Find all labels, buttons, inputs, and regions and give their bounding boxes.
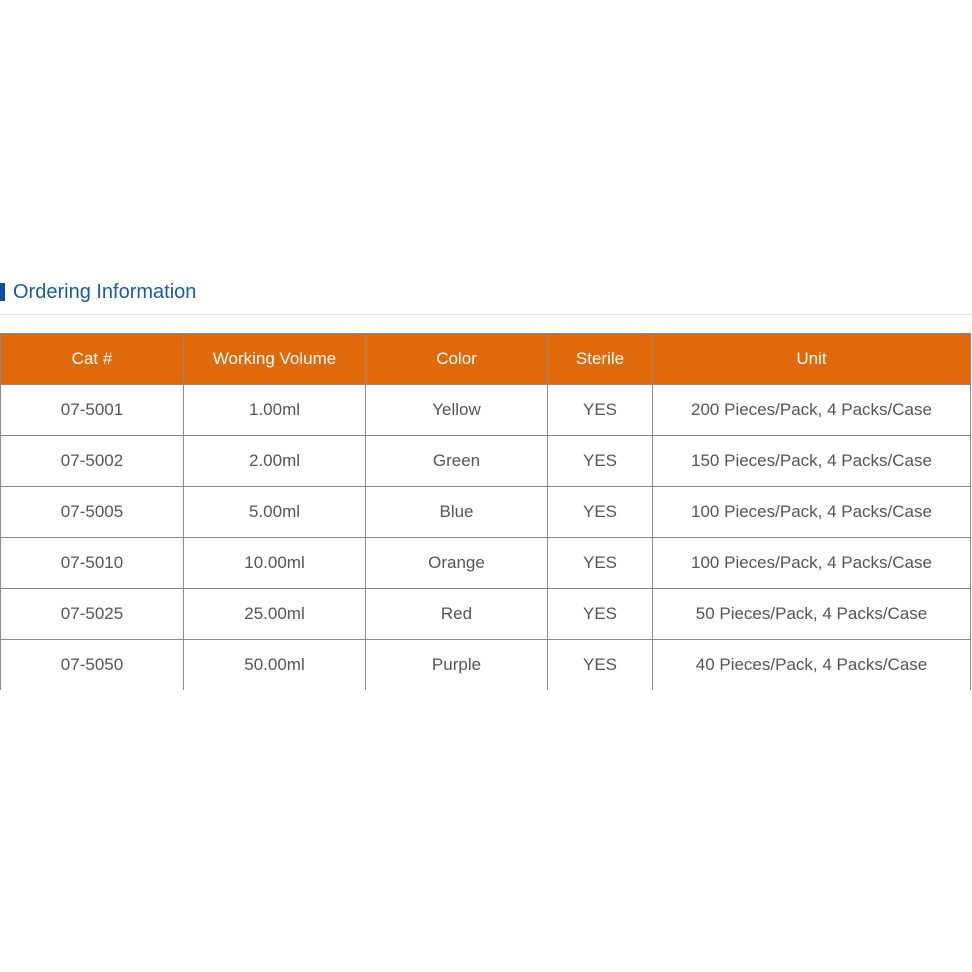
- section-divider: [0, 314, 972, 315]
- cell-working-volume: 2.00ml: [184, 436, 366, 487]
- cell-color: Orange: [366, 538, 548, 589]
- header-unit: Unit: [653, 334, 971, 385]
- table-header-row: [1, 334, 971, 385]
- cell-color: Purple: [366, 640, 548, 691]
- cell-unit: 40 Pieces/Pack, 4 Packs/Case: [653, 640, 971, 691]
- cell-sterile: YES: [548, 385, 653, 436]
- header-cat-number: Cat #: [1, 334, 184, 385]
- cell-working-volume: 50.00ml: [184, 640, 366, 691]
- table-row: [1, 640, 971, 691]
- cell-sterile: YES: [548, 640, 653, 691]
- header-sterile: Sterile: [548, 334, 653, 385]
- cell-cat-number: 07-5050: [1, 640, 184, 691]
- cell-unit: 150 Pieces/Pack, 4 Packs/Case: [653, 436, 971, 487]
- cell-sterile: YES: [548, 538, 653, 589]
- cell-working-volume: 25.00ml: [184, 589, 366, 640]
- header-color: Color: [366, 334, 548, 385]
- cell-working-volume: 1.00ml: [184, 385, 366, 436]
- section-title: Ordering Information: [13, 281, 197, 303]
- cell-sterile: YES: [548, 589, 653, 640]
- cell-unit: 100 Pieces/Pack, 4 Packs/Case: [653, 487, 971, 538]
- cell-unit: 200 Pieces/Pack, 4 Packs/Case: [653, 385, 971, 436]
- table-row: [1, 436, 971, 487]
- table-row: [1, 589, 971, 640]
- cell-sterile: YES: [548, 436, 653, 487]
- cell-cat-number: 07-5025: [1, 589, 184, 640]
- cell-unit: 50 Pieces/Pack, 4 Packs/Case: [653, 589, 971, 640]
- cell-color: Red: [366, 589, 548, 640]
- cell-cat-number: 07-5005: [1, 487, 184, 538]
- cell-sterile: YES: [548, 487, 653, 538]
- section-header: [0, 280, 972, 314]
- table-row: [1, 385, 971, 436]
- ordering-table: [0, 333, 971, 690]
- cell-working-volume: 10.00ml: [184, 538, 366, 589]
- header-working-volume: Working Volume: [184, 334, 366, 385]
- cell-color: Blue: [366, 487, 548, 538]
- ordering-table-container: [0, 333, 970, 690]
- section-accent-bar: [0, 283, 5, 301]
- cell-color: Green: [366, 436, 548, 487]
- cell-cat-number: 07-5010: [1, 538, 184, 589]
- table-row: [1, 487, 971, 538]
- table-row: [1, 538, 971, 589]
- cell-working-volume: 5.00ml: [184, 487, 366, 538]
- cell-unit: 100 Pieces/Pack, 4 Packs/Case: [653, 538, 971, 589]
- cell-color: Yellow: [366, 385, 548, 436]
- cell-cat-number: 07-5001: [1, 385, 184, 436]
- cell-cat-number: 07-5002: [1, 436, 184, 487]
